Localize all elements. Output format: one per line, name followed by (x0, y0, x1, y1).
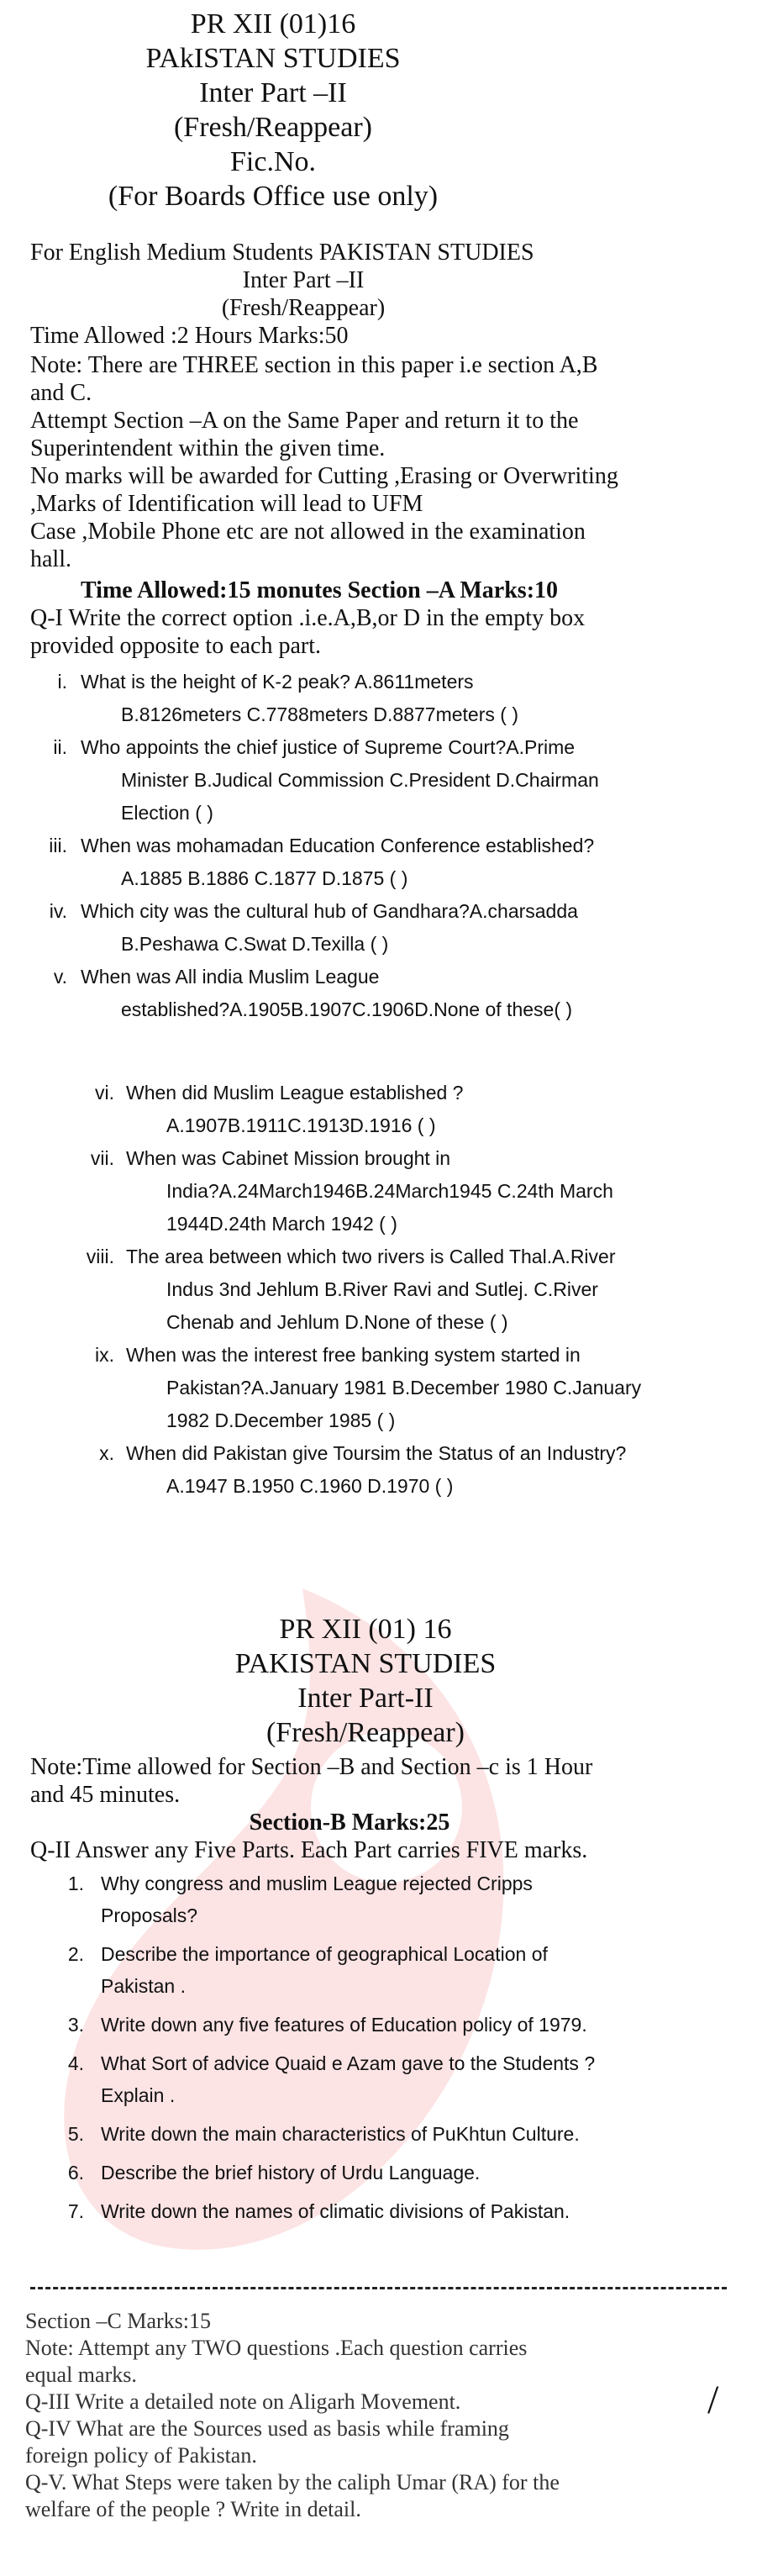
mcq-number: vi. (95, 1082, 114, 1104)
exam-type-2: (Fresh/Reappear) (265, 1717, 465, 1748)
question-number: 3. (67, 2014, 84, 2036)
mcq-text: When did Muslim League established ? (126, 1082, 464, 1104)
question-item (50, 1938, 739, 2002)
question-text: Explain . (101, 2084, 176, 2106)
paper-code-2: PR XII (01) 16 (279, 1614, 452, 1645)
mcq-text: Which city was the cultural hub of Gandhara?A.charsadda (81, 900, 578, 922)
section-b-note: and 45 minutes. (30, 1782, 181, 1808)
question-text: Describe the importance of geographical Location of (101, 1943, 548, 1965)
section-c-line: Q-III Write a detailed note on Aligarh Movement. (25, 2389, 461, 2414)
mcq-number: iv. (49, 900, 67, 922)
note-line: Attempt Section –A on the Same Paper and return it to the (30, 408, 579, 434)
question-item (50, 2195, 739, 2227)
mcq-number: vii. (90, 1147, 114, 1169)
question-text: Proposals? (101, 1904, 198, 1926)
mcq-item (25, 961, 739, 1026)
mcq-text: A.1947 B.1950 C.1960 D.1970 ( ) (166, 1475, 454, 1497)
medium-line: For English Medium Students PAKISTAN STUDIES (30, 240, 534, 266)
note-line: Case ,Mobile Phone etc are not allowed in the examination (30, 519, 586, 545)
mcq-text: When was Cabinet Mission brought in (126, 1147, 451, 1169)
mcq-number: ii. (53, 736, 67, 758)
mcq-text: When was mohamadan Education Conference established? (81, 835, 595, 856)
question-number: 7. (67, 2200, 84, 2222)
section-c (25, 2308, 739, 2523)
section-c-heading: Section –C Marks:15 (25, 2309, 211, 2333)
exam-line: (Fresh/Reappear) (221, 295, 386, 321)
mcq-text: India?A.24March1946B.24March1945 C.24th March (166, 1180, 613, 1202)
mcq-item (67, 1077, 739, 1142)
part-line: Inter Part –II (242, 267, 365, 293)
header-block-3 (0, 1612, 731, 1750)
question-number: 4. (67, 2052, 84, 2074)
section-b-instruction: Q-II Answer any Five Parts. Each Part carries FIVE marks. (30, 1837, 588, 1863)
mcq-item (25, 830, 739, 895)
question-number: 5. (67, 2123, 84, 2145)
question-number: 2. (67, 1943, 84, 1965)
mcq-item (67, 1142, 739, 1241)
mcq-text: Who appoints the chief justice of Supreme Court?A.Prime (81, 736, 576, 758)
subject-title: PAkISTAN STUDIES (145, 43, 401, 74)
mcq-text: What is the height of K-2 peak? A.8611meters (81, 671, 474, 693)
mcq-text: The area between which two rivers is Called Thal.A.River (126, 1246, 616, 1267)
mcq-number: i. (57, 671, 67, 693)
section-b-header (30, 1753, 736, 1864)
question-text: Write down any five features of Education policy of 1979. (101, 2014, 587, 2036)
section-a-heading: Time Allowed:15 monutes Section –A Marks:10 (81, 577, 559, 603)
note-line: No marks will be awarded for Cutting ,Erasing or Overwriting (30, 463, 618, 489)
mcq-text: 1982 D.December 1985 ( ) (166, 1409, 396, 1431)
mcq-text: B.8126meters C.7788meters D.8877meters ( ) (121, 703, 518, 725)
section-b-questions (0, 1867, 739, 2227)
note-line: hall. (30, 546, 71, 572)
section-b-heading: Section-B Marks:25 (249, 1810, 450, 1836)
note-line: and C. (30, 380, 92, 406)
question-item (50, 1867, 739, 1931)
part-title: Inter Part –II (199, 77, 347, 108)
mcq-text: When did Pakistan give Toursim the Status of an Industry? (126, 1442, 627, 1464)
paper-code: PR XII (01)16 (190, 8, 356, 40)
mcq-item (67, 1339, 739, 1437)
part-title-2: Inter Part-II (297, 1683, 434, 1714)
section-a-header (30, 577, 736, 660)
mcq-item (67, 1437, 739, 1503)
header-block-1 (0, 7, 546, 213)
mcq-text: Chenab and Jehlum D.None of these ( ) (166, 1311, 508, 1333)
question-number: 6. (67, 2162, 84, 2184)
time-marks-line: Time Allowed :2 Hours Marks:50 (30, 323, 349, 349)
section-b-note: Note:Time allowed for Section –B and Section –c is 1 Hour (30, 1754, 593, 1780)
question-item (50, 2157, 739, 2189)
section-c-line: Q-V. What Steps were taken by the caliph Umar (RA) for the (25, 2470, 560, 2494)
section-a-instruction: provided opposite to each part. (30, 633, 322, 659)
fic-no: Fic.No. (230, 146, 316, 177)
mcq-number: viii. (86, 1246, 114, 1267)
question-text: Pakistan . (101, 1975, 186, 1997)
mcq-item (25, 666, 739, 731)
mcq-text: A.1907B.1911C.1913D.1916 ( ) (166, 1114, 436, 1136)
mcq-text: established?A.1905B.1907C.1906D.None of these( ) (121, 998, 573, 1020)
section-c-line: equal marks. (25, 2363, 137, 2387)
mcq-text: When was All india Muslim League (81, 966, 380, 988)
instructions-notes (30, 351, 719, 573)
note-line: Superintendent within the given time. (30, 435, 386, 461)
subject-title-2: PAKISTAN STUDIES (234, 1648, 497, 1679)
note-line: ,Marks of Identification will lead to UFM (30, 491, 423, 517)
note-line: Note: There are THREE section in this paper i.e section A,B (30, 352, 598, 378)
header-block-2 (30, 239, 702, 350)
mcq-text: Election ( ) (121, 802, 213, 824)
question-text: Why congress and muslim League rejected Cripps (101, 1873, 533, 1894)
mcq-text: Minister B.Judical Commission C.President D.Chairman (121, 769, 599, 791)
mcq-number: iii. (49, 835, 67, 856)
question-text: What Sort of advice Quaid e Azam gave to the Students ? (101, 2052, 596, 2074)
question-text: Write down the names of climatic divisions of Pakistan. (101, 2200, 570, 2222)
mcq-text: 1944D.24th March 1942 ( ) (166, 1213, 397, 1235)
mcq-text: Pakistan?A.January 1981 B.December 1980 C.January (166, 1377, 642, 1399)
office-use: (For Boards Office use only) (108, 181, 439, 212)
mcq-number: ix. (95, 1344, 114, 1366)
question-item (50, 2009, 739, 2041)
section-c-line: Note: Attempt any TWO questions .Each question carries (25, 2336, 528, 2360)
mcq-item (67, 1241, 739, 1339)
question-item (50, 2118, 739, 2150)
section-c-line: Q-IV What are the Sources used as basis while framing (25, 2416, 509, 2441)
mcq-item (25, 895, 739, 961)
question-item (50, 2047, 739, 2111)
section-a-instruction: Q-I Write the correct option .i.e.A,B,or D in the empty box (30, 605, 586, 631)
question-text: Write down the main characteristics of PuKhtun Culture. (101, 2123, 580, 2145)
mcq-text: A.1885 B.1886 C.1877 D.1875 ( ) (121, 867, 408, 889)
section-divider (30, 2287, 727, 2289)
mcq-item (25, 731, 739, 830)
question-number: 1. (67, 1873, 84, 1894)
section-c-line: foreign policy of Pakistan. (25, 2443, 257, 2468)
exam-type: (Fresh/Reappear) (173, 112, 372, 143)
question-text: Describe the brief history of Urdu Language. (101, 2162, 481, 2184)
mcq-number: v. (53, 966, 67, 988)
mcq-text: Indus 3nd Jehlum B.River Ravi and Sutlej. C.River (166, 1278, 598, 1300)
pen-mark: / (707, 2378, 719, 2422)
mcq-text: B.Peshawa C.Swat D.Texilla ( ) (121, 933, 389, 955)
mcq-list (0, 666, 739, 1503)
section-c-line: welfare of the people ? Write in detail. (25, 2497, 361, 2521)
mcq-number: x. (99, 1442, 114, 1464)
mcq-text: When was the interest free banking system started in (126, 1344, 581, 1366)
